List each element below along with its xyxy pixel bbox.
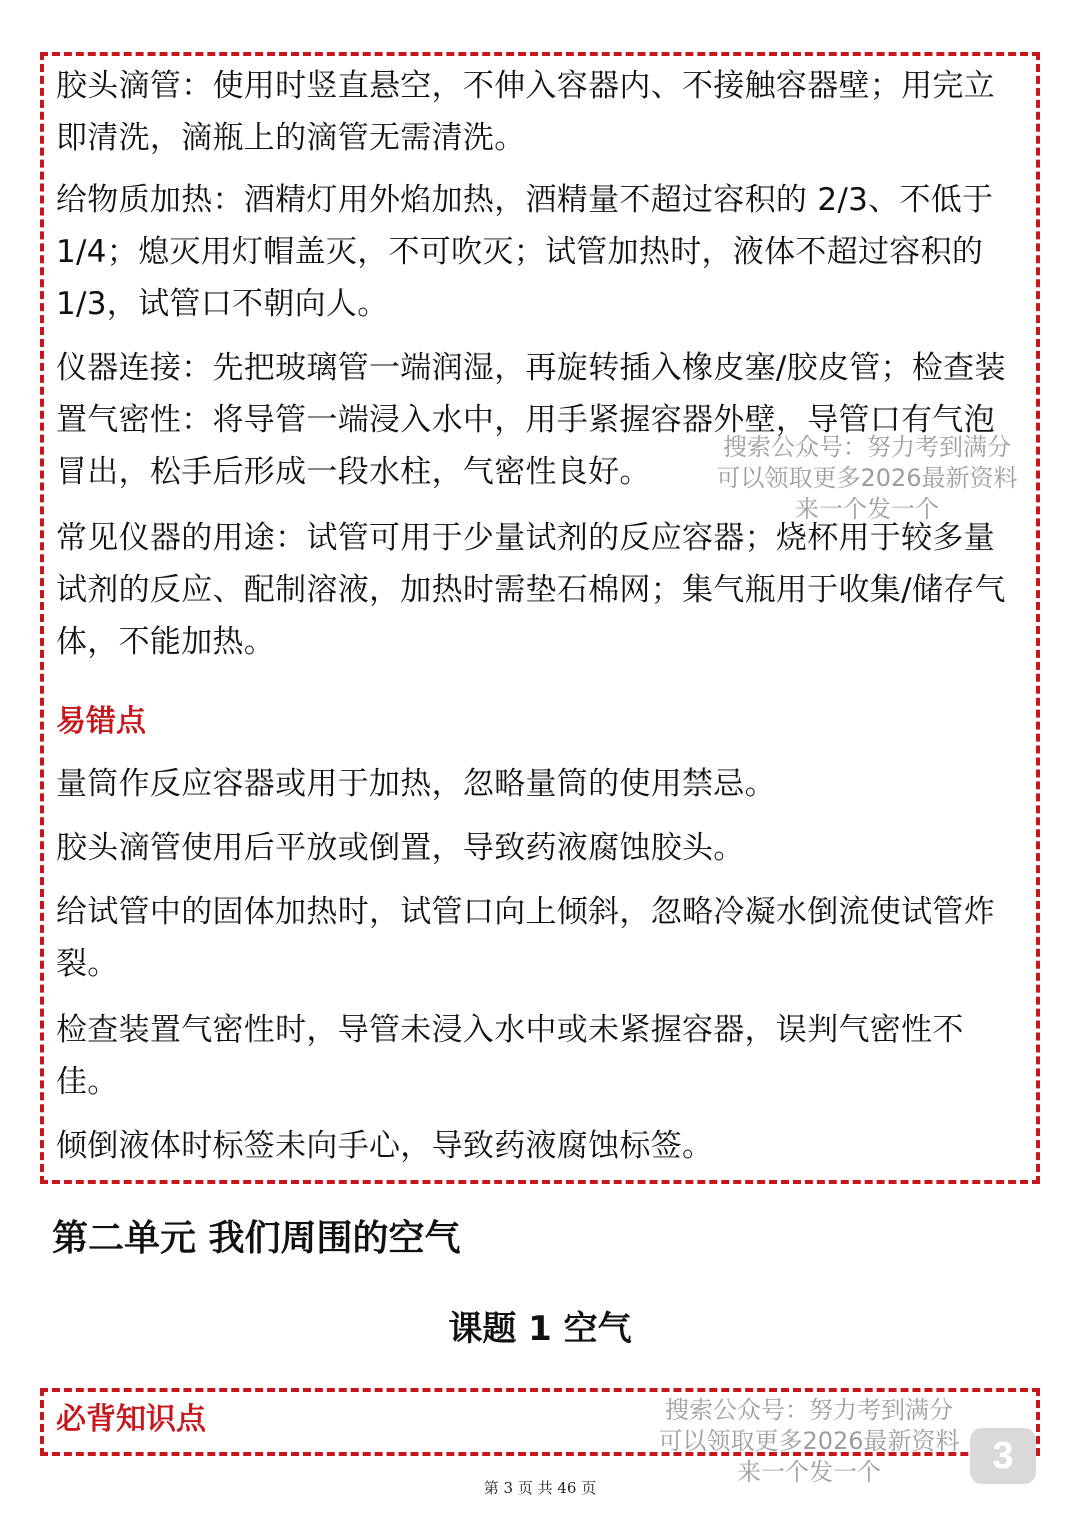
mistake-item: 量筒作反应容器或用于加热，忽略量筒的使用禁忌。 [56, 766, 776, 802]
watermark-line: 可以领取更多2026最新资料 [716, 464, 1018, 492]
page-number-badge: 3 [970, 1428, 1036, 1484]
knowledge-box [40, 52, 1040, 1184]
watermark-line: 来一个发一个 [737, 1458, 881, 1486]
unit-title: 第二单元 我们周围的空气 [52, 1218, 461, 1259]
mistake-item: 检查装置气密性时，导管未浸入水中或未紧握容器，误判气密性不佳。 [56, 1012, 964, 1100]
lesson-title: 课题 1 空气 [448, 1309, 632, 1349]
watermark-line: 可以领取更多2026最新资料 [658, 1427, 960, 1455]
watermark [644, 1395, 974, 1488]
watermark [704, 432, 1030, 525]
watermark-line: 搜索公众号：努力考到满分 [665, 1396, 953, 1424]
watermark-line: 来一个发一个 [795, 495, 939, 523]
watermark-line: 搜索公众号：努力考到满分 [723, 433, 1011, 461]
must-know-heading: 必背知识点 [56, 1402, 206, 1437]
page-footer: 第 3 页 共 46 页 [483, 1479, 597, 1497]
paragraph-uses: 常见仪器的用途：试管可用于少量试剂的反应容器；烧杯用于较多量试剂的反应、配制溶液，加热时需垫石棉网；集气瓶用于收集/储存气体，不能加热。 [56, 520, 1006, 660]
mistake-item: 胶头滴管使用后平放或倒置，导致药液腐蚀胶头。 [56, 830, 745, 866]
mistake-item: 给试管中的固体加热时，试管口向上倾斜，忽略冷凝水倒流使试管炸裂。 [56, 894, 995, 982]
mistake-item: 倾倒液体时标签未向手心，导致药液腐蚀标签。 [56, 1128, 714, 1164]
paragraph-dropper: 胶头滴管：使用时竖直悬空，不伸入容器内、不接触容器壁；用完立即清洗，滴瓶上的滴管无需清洗。 [56, 68, 995, 156]
paragraph-heating: 给物质加热：酒精灯用外焰加热，酒精量不超过容积的 2/3、不低于 1/4；熄灭用灯帽盖灭，不可吹灭；试管加热时，液体不超过容积的 1/3，试管口不朝向人。 [56, 182, 994, 322]
mistakes-heading: 易错点 [56, 704, 146, 739]
paragraph-connection: 仪器连接：先把玻璃管一端润湿，再旋转插入橡皮塞/胶皮管；检查装置气密性：将导管一端浸入水中，用手紧握容器外壁，导管口有气泡冒出，松手后形成一段水柱，气密性良好。 [56, 350, 1006, 490]
